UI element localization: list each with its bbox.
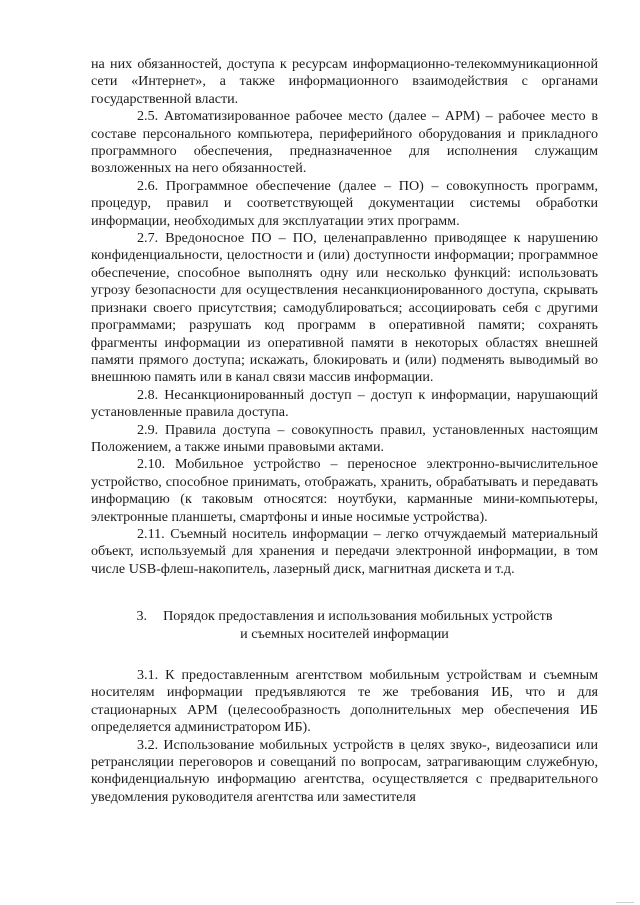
section-heading [91, 608, 598, 643]
paragraph-3-1: 3.1. К предоставленным агентством мобильным устройствам и съемным носителям информации предъявляются те же требования ИБ, что и для стационарных АРМ (целесообразность дополнительных мер обеспечения ИБ определяется администратором ИБ). [91, 667, 598, 736]
paragraph-2-7: 2.7. Вредоносное ПО – ПО, целенаправленно приводящее к нарушению конфиденциальности, целостности и (или) доступности информации; программное обеспечение, способное выполнять одну или несколько функций: использовать угрозу безопасности для осуществления несанкционированного доступа, скрывать признаки своего присутствия; самодублироваться; ассоциировать себя с другими программами; разрушать код программ в оперативной памяти; сохранять фрагменты информации из оперативной памяти в некоторых областях внешней памяти прямого доступа; искажать, блокировать и (или) подменять выводимый во внешнюю память или в канал связи массив информации. [91, 230, 598, 386]
document-body [91, 56, 598, 806]
paragraph-continuation: на них обязанностей, доступа к ресурсам информационно-телекоммуникационной сети «Интернет», а также информационного взаимодействия с органами государственной власти. [91, 56, 598, 107]
paragraph-2-8: 2.8. Несанкционированный доступ – доступ к информации, нарушающий установленные правила доступа. [91, 386, 598, 421]
paragraph-2-11: 2.11. Съемный носитель информации – легко отчуждаемый материальный объект, используемый для хранения и передачи электронной информации, в том числе USB-флеш-накопитель, лазерный диск, магнитная дискета и т.д. [91, 525, 598, 577]
paragraph-2-10: 2.10. Мобильное устройство – переносное электронно-вычислительное устройство, способное принимать, отображать, хранить, обрабатывать и передавать информацию (к таковым относятся: ноутбуки, карманные мини-компьютеры, электронные планшеты, смартфоны и иные носимые устройства). [91, 456, 598, 525]
section-title-line-2: и съемных носителей информации [240, 625, 449, 642]
section-number: 3. [136, 608, 148, 625]
section-heading-line-1 [91, 608, 598, 625]
paragraph-2-5: 2.5. Автоматизированное рабочее место (далее – АРМ) – рабочее место в составе персонального компьютера, периферийного оборудования и прикладного программного обеспечения, предназначенное для исполнения служащим возложенных на него обязанностей. [91, 108, 598, 177]
paragraph-2-9: 2.9. Правила доступа – совокупность правил, установленных настоящим Положением, а также иными правовыми актами. [91, 421, 598, 455]
section-title-line-1: Порядок предоставления и использования мобильных устройств [163, 608, 553, 625]
paragraph-2-6: 2.6. Программное обеспечение (далее – ПО) – совокупность программ, процедур, правил и соответствующей документации системы обработки информации, необходимых для эксплуатации этих программ. [91, 177, 598, 229]
scan-edge-mark [616, 896, 634, 903]
paragraph-3-2: 3.2. Использование мобильных устройств в целях звуко-, видеозаписи или ретрансляции переговоров и совещаний по вопросам, затрагивающим служебную, конфиденциальную информацию агентства, осуществляется с предварительного уведомления руководителя агентства или заместителя [91, 736, 598, 805]
